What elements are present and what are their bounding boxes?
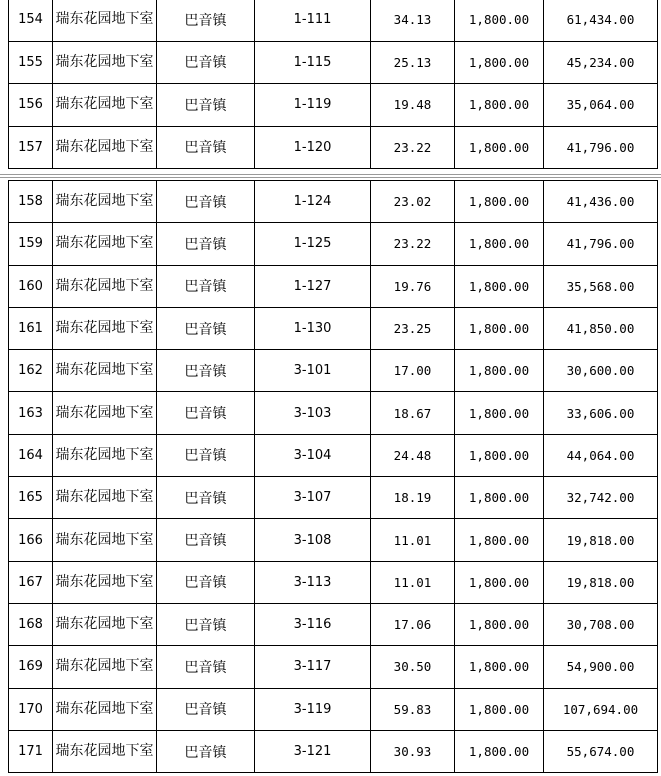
unit-price-cell: 1,800.00 (455, 41, 544, 84)
unit-price-cell: 1,800.00 (455, 434, 544, 476)
total-amount-cell: 35,568.00 (544, 265, 658, 307)
area-cell: 34.13 (371, 0, 455, 41)
area-cell: 18.67 (371, 392, 455, 434)
unit-number-cell: 3-101 (255, 350, 371, 392)
unit-number-cell: 3-113 (255, 561, 371, 603)
table-row (9, 41, 658, 84)
unit-price-cell: 1,800.00 (455, 181, 544, 223)
unit-price-cell: 1,800.00 (455, 561, 544, 603)
location-cell: 瑞东花园地下室 (53, 265, 157, 307)
unit-price-cell: 1,800.00 (455, 392, 544, 434)
town-cell: 巴音镇 (157, 434, 255, 476)
unit-number-cell: 1-127 (255, 265, 371, 307)
table-row (9, 126, 658, 169)
table-section-1 (8, 0, 658, 169)
table-row (9, 181, 658, 223)
town-cell: 巴音镇 (157, 688, 255, 730)
area-cell: 30.50 (371, 646, 455, 688)
unit-price-cell: 1,800.00 (455, 0, 544, 41)
area-cell: 24.48 (371, 434, 455, 476)
location-cell: 瑞东花园地下室 (53, 434, 157, 476)
row-number-cell: 160 (9, 265, 53, 307)
total-amount-cell: 44,064.00 (544, 434, 658, 476)
area-cell: 59.83 (371, 688, 455, 730)
unit-number-cell: 1-120 (255, 126, 371, 169)
total-amount-cell: 19,818.00 (544, 519, 658, 561)
row-number-cell: 164 (9, 434, 53, 476)
row-number-cell: 161 (9, 307, 53, 349)
unit-price-cell: 1,800.00 (455, 646, 544, 688)
town-cell: 巴音镇 (157, 126, 255, 169)
unit-number-cell: 1-124 (255, 181, 371, 223)
area-cell: 11.01 (371, 561, 455, 603)
unit-price-cell: 1,800.00 (455, 730, 544, 772)
location-cell: 瑞东花园地下室 (53, 477, 157, 519)
data-table (8, 0, 658, 169)
table-row (9, 392, 658, 434)
total-amount-cell: 55,674.00 (544, 730, 658, 772)
unit-price-cell: 1,800.00 (455, 265, 544, 307)
total-amount-cell: 41,796.00 (544, 126, 658, 169)
table-body (9, 181, 658, 773)
total-amount-cell: 107,694.00 (544, 688, 658, 730)
table-body (9, 0, 658, 169)
unit-number-cell: 3-116 (255, 603, 371, 645)
table-row (9, 265, 658, 307)
area-cell: 18.19 (371, 477, 455, 519)
table-row (9, 603, 658, 645)
unit-number-cell: 3-103 (255, 392, 371, 434)
unit-price-cell: 1,800.00 (455, 84, 544, 127)
total-amount-cell: 45,234.00 (544, 41, 658, 84)
location-cell: 瑞东花园地下室 (53, 223, 157, 265)
location-cell: 瑞东花园地下室 (53, 392, 157, 434)
row-number-cell: 155 (9, 41, 53, 84)
location-cell: 瑞东花园地下室 (53, 181, 157, 223)
page-break-line (0, 177, 661, 178)
location-cell: 瑞东花园地下室 (53, 561, 157, 603)
town-cell: 巴音镇 (157, 223, 255, 265)
total-amount-cell: 35,064.00 (544, 84, 658, 127)
unit-number-cell: 3-104 (255, 434, 371, 476)
row-number-cell: 166 (9, 519, 53, 561)
row-number-cell: 156 (9, 84, 53, 127)
total-amount-cell: 41,796.00 (544, 223, 658, 265)
town-cell: 巴音镇 (157, 392, 255, 434)
table-row (9, 434, 658, 476)
row-number-cell: 163 (9, 392, 53, 434)
location-cell: 瑞东花园地下室 (53, 0, 157, 41)
location-cell: 瑞东花园地下室 (53, 519, 157, 561)
table-row (9, 730, 658, 772)
table-row (9, 688, 658, 730)
table-row (9, 84, 658, 127)
table-row (9, 350, 658, 392)
unit-price-cell: 1,800.00 (455, 223, 544, 265)
town-cell: 巴音镇 (157, 84, 255, 127)
total-amount-cell: 41,850.00 (544, 307, 658, 349)
area-cell: 23.22 (371, 126, 455, 169)
total-amount-cell: 33,606.00 (544, 392, 658, 434)
area-cell: 23.22 (371, 223, 455, 265)
unit-number-cell: 3-121 (255, 730, 371, 772)
table-row (9, 477, 658, 519)
unit-number-cell: 3-107 (255, 477, 371, 519)
table-row (9, 646, 658, 688)
unit-number-cell: 1-115 (255, 41, 371, 84)
town-cell: 巴音镇 (157, 477, 255, 519)
page-break-line (0, 174, 661, 175)
unit-number-cell: 1-130 (255, 307, 371, 349)
unit-number-cell: 1-125 (255, 223, 371, 265)
row-number-cell: 162 (9, 350, 53, 392)
area-cell: 30.93 (371, 730, 455, 772)
town-cell: 巴音镇 (157, 265, 255, 307)
row-number-cell: 165 (9, 477, 53, 519)
town-cell: 巴音镇 (157, 350, 255, 392)
table-row (9, 223, 658, 265)
location-cell: 瑞东花园地下室 (53, 41, 157, 84)
town-cell: 巴音镇 (157, 307, 255, 349)
town-cell: 巴音镇 (157, 603, 255, 645)
unit-number-cell: 1-111 (255, 0, 371, 41)
table-section-2 (8, 180, 658, 773)
row-number-cell: 169 (9, 646, 53, 688)
unit-number-cell: 3-119 (255, 688, 371, 730)
location-cell: 瑞东花园地下室 (53, 350, 157, 392)
table-row (9, 0, 658, 41)
table-row (9, 561, 658, 603)
unit-price-cell: 1,800.00 (455, 350, 544, 392)
unit-number-cell: 1-119 (255, 84, 371, 127)
row-number-cell: 157 (9, 126, 53, 169)
unit-number-cell: 3-117 (255, 646, 371, 688)
location-cell: 瑞东花园地下室 (53, 730, 157, 772)
location-cell: 瑞东花园地下室 (53, 603, 157, 645)
unit-price-cell: 1,800.00 (455, 603, 544, 645)
unit-number-cell: 3-108 (255, 519, 371, 561)
row-number-cell: 159 (9, 223, 53, 265)
area-cell: 11.01 (371, 519, 455, 561)
total-amount-cell: 30,600.00 (544, 350, 658, 392)
location-cell: 瑞东花园地下室 (53, 646, 157, 688)
total-amount-cell: 61,434.00 (544, 0, 658, 41)
town-cell: 巴音镇 (157, 646, 255, 688)
total-amount-cell: 30,708.00 (544, 603, 658, 645)
unit-price-cell: 1,800.00 (455, 477, 544, 519)
row-number-cell: 171 (9, 730, 53, 772)
unit-price-cell: 1,800.00 (455, 519, 544, 561)
row-number-cell: 168 (9, 603, 53, 645)
area-cell: 19.48 (371, 84, 455, 127)
total-amount-cell: 41,436.00 (544, 181, 658, 223)
area-cell: 25.13 (371, 41, 455, 84)
table-row (9, 519, 658, 561)
unit-price-cell: 1,800.00 (455, 126, 544, 169)
area-cell: 23.02 (371, 181, 455, 223)
row-number-cell: 170 (9, 688, 53, 730)
location-cell: 瑞东花园地下室 (53, 84, 157, 127)
area-cell: 17.06 (371, 603, 455, 645)
location-cell: 瑞东花园地下室 (53, 126, 157, 169)
area-cell: 23.25 (371, 307, 455, 349)
row-number-cell: 154 (9, 0, 53, 41)
town-cell: 巴音镇 (157, 519, 255, 561)
table-row (9, 307, 658, 349)
area-cell: 17.00 (371, 350, 455, 392)
unit-price-cell: 1,800.00 (455, 307, 544, 349)
total-amount-cell: 19,818.00 (544, 561, 658, 603)
data-table (8, 180, 658, 773)
town-cell: 巴音镇 (157, 41, 255, 84)
town-cell: 巴音镇 (157, 561, 255, 603)
area-cell: 19.76 (371, 265, 455, 307)
total-amount-cell: 32,742.00 (544, 477, 658, 519)
row-number-cell: 158 (9, 181, 53, 223)
town-cell: 巴音镇 (157, 730, 255, 772)
total-amount-cell: 54,900.00 (544, 646, 658, 688)
unit-price-cell: 1,800.00 (455, 688, 544, 730)
town-cell: 巴音镇 (157, 181, 255, 223)
location-cell: 瑞东花园地下室 (53, 307, 157, 349)
town-cell: 巴音镇 (157, 0, 255, 41)
row-number-cell: 167 (9, 561, 53, 603)
location-cell: 瑞东花园地下室 (53, 688, 157, 730)
